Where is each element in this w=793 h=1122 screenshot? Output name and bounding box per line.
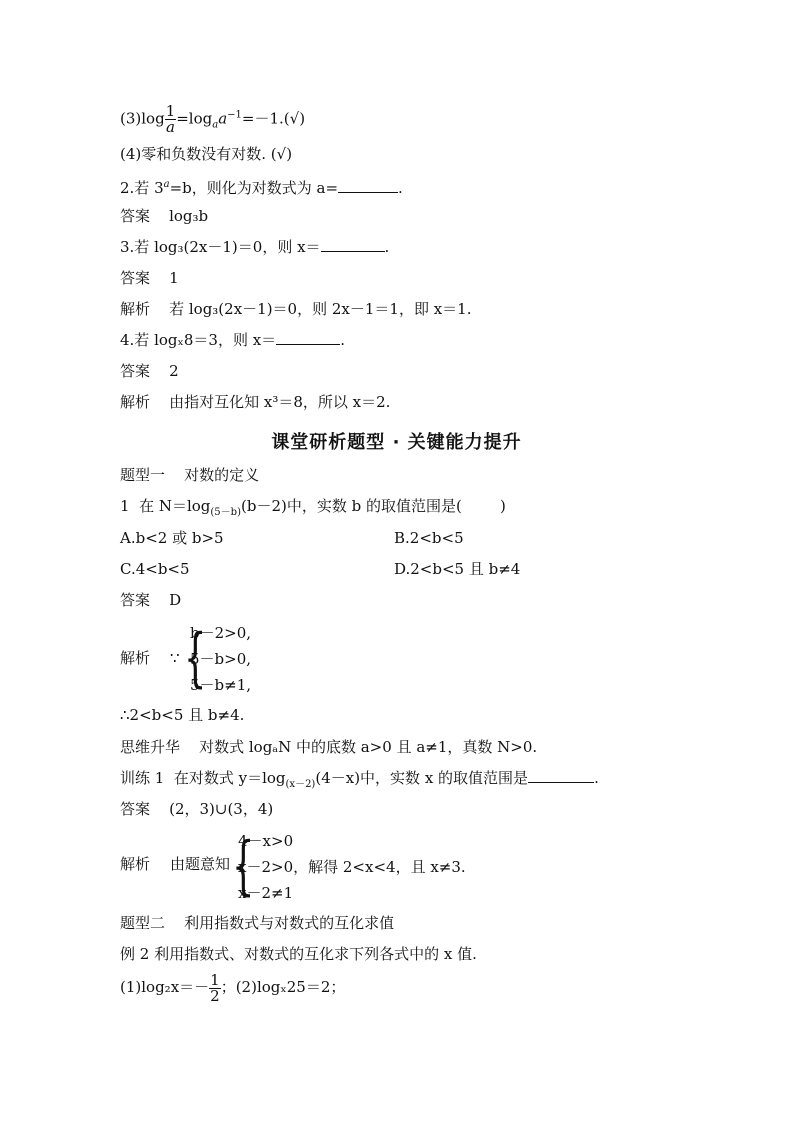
option-b: B.2<b<5 [394,529,464,547]
answer-3: 答案 1 [120,269,179,287]
inequality-system: b－2>0, 5－b>0, 5－b≠1, [190,624,252,694]
option-c: C.4<b<5 [120,560,190,578]
option-d: D.2<b<5 且 b≠4 [394,560,521,578]
question-2: 2.若 $3^a=b$，则化为对数式为 a= . [120,179,403,197]
conclusion-example-1: ∴2<b<5 且 b≠4. [120,706,245,724]
left-brace: { [232,829,255,903]
topic-1-title: 题型一 对数的定义 [120,466,260,484]
analysis-example-1: 解析 ∵ { b－2>0, 5－b>0, 5－b≠1, [120,620,420,698]
inequality-system: 4－x>0 x－2>0，解得 2<x<4，且 x≠3. x－2≠1 [238,832,466,902]
example-2-parts: (1)log₂x＝－ $\frac{1}{2}$ ；(2)logₓ25＝2； [120,970,346,1005]
answer-blank [276,330,340,345]
answer-blank [321,237,385,252]
question-3: 3.若 log₃(2x－1)＝0，则 x＝ . [120,238,390,256]
option-a: A.b<2 或 b>5 [120,529,224,547]
question-4: 4.若 logₓ8＝3，则 x＝ . [120,331,345,349]
answer-example-1: 答案 D [120,591,182,609]
answer-training-1: 答案 (2，3)∪(3，4) [120,800,274,818]
section-heading: 课堂研析题型 · 关键能力提升 [271,432,522,453]
topic-2-title: 题型二 利用指数式与对数式的互化求值 [120,914,395,932]
analysis-training-1: 解析 由题意知 { 4－x>0 x－2>0，解得 2<x<4，且 x≠3. x－2≠1 [120,828,520,906]
options-ab [120,528,620,548]
left-brace: { [184,621,207,695]
example-2: 例 2 利用指数式、对数式的互化求下列各式中的 x 值. [120,945,477,963]
item-4-line: (4)零和负数没有对数. (√) [120,145,293,163]
answer-blank [338,178,398,193]
answer-4: 答案 2 [120,362,179,380]
analysis-4: 解析 由指对互化知 x³＝8，所以 x＝2. [120,393,391,411]
training-1: 训练 1 在对数式 $y=\log_{(x-2)}(4-x)$中，实数 x 的取值范围是 . [120,769,599,790]
answer-2: 答案 log₃b [120,207,209,225]
analysis-3: 解析 若 log₃(2x－1)＝0，则 2x－1＝1，即 x＝1. [120,300,472,318]
answer-blank [528,768,594,783]
fraction: $\frac{1}{2}$ [210,970,220,1005]
item-3-line: (3)log $\frac{1}{a}$ $=\log_aa^{-1}=-1.(√)$ [120,102,306,136]
fraction: $\frac{1}{a}$ [165,102,176,136]
example-1: 1 在 $N=\log_{(5-b)}(b-2)$中，实数 b 的取值范围是( ) [120,497,506,518]
options-cd [120,559,620,579]
thinking-upgrade: 思维升华 对数式 logₐN 中的底数 a>0 且 a≠1，真数 N>0. [120,738,538,756]
